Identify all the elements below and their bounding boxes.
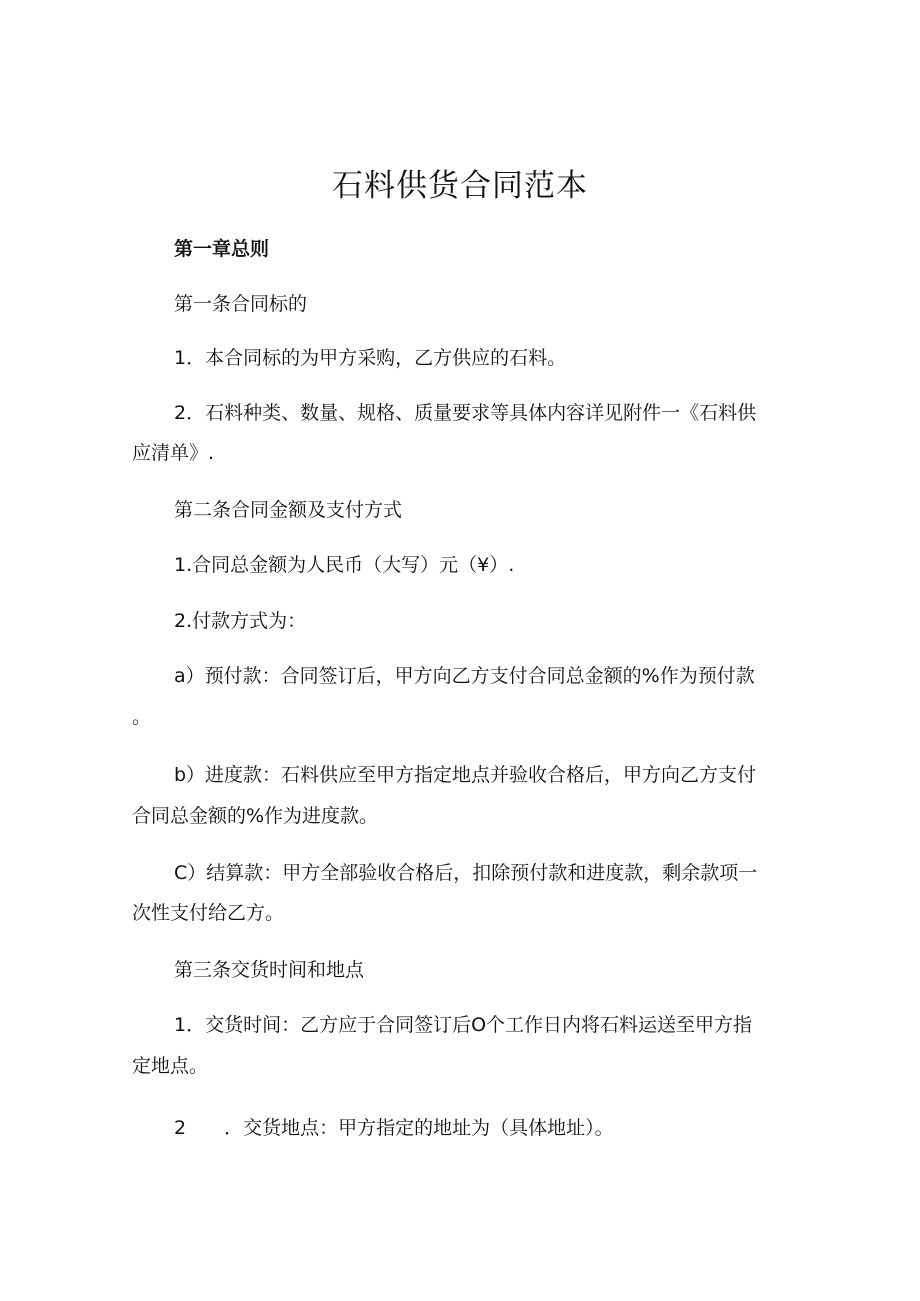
chapter-heading: 第一章总则	[174, 238, 270, 260]
article2-b-line1: b）进度款：石料供应至甲方指定地点并验收合格后，甲方向乙方支付	[174, 764, 757, 786]
article2-b-line2: 合同总金额的%作为进度款。	[132, 805, 379, 827]
article3-item1-line2: 定地点。	[132, 1055, 209, 1077]
article2-heading: 第二条合同金额及支付方式	[174, 499, 403, 521]
article2-item2: 2.付款方式为：	[174, 610, 307, 632]
article1-item2-line2: 应清单》.	[132, 442, 215, 464]
article1-item1: 1．本合同标的为甲方采购，乙方供应的石料。	[174, 347, 567, 369]
article2-c-line2: 次性支付给乙方。	[132, 902, 285, 924]
article3-item2: 2 ．交货地点：甲方指定的地址为（具体地址）。	[174, 1117, 614, 1139]
article3-heading: 第三条交货时间和地点	[174, 959, 365, 981]
article2-item1: 1.合同总金额为人民币（大写）元（¥）.	[174, 554, 515, 576]
article2-c-line1: C）结算款：甲方全部验收合格后，扣除预付款和进度款，剩余款项一	[174, 862, 758, 884]
article1-item2-line1: 2．石料种类、数量、规格、质量要求等具体内容详见附件一《石料供	[174, 402, 757, 424]
article1-heading: 第一条合同标的	[174, 293, 308, 315]
article2-a-line1: a）预付款：合同签订后，甲方向乙方支付合同总金额的%作为预付款	[174, 665, 755, 687]
document-title: 石料供货合同范本	[332, 168, 588, 204]
article3-item1-line1: 1．交货时间：乙方应于合同签订后O个工作日内将石料运送至甲方指	[174, 1014, 753, 1036]
article2-a-line2: 。	[132, 706, 152, 728]
